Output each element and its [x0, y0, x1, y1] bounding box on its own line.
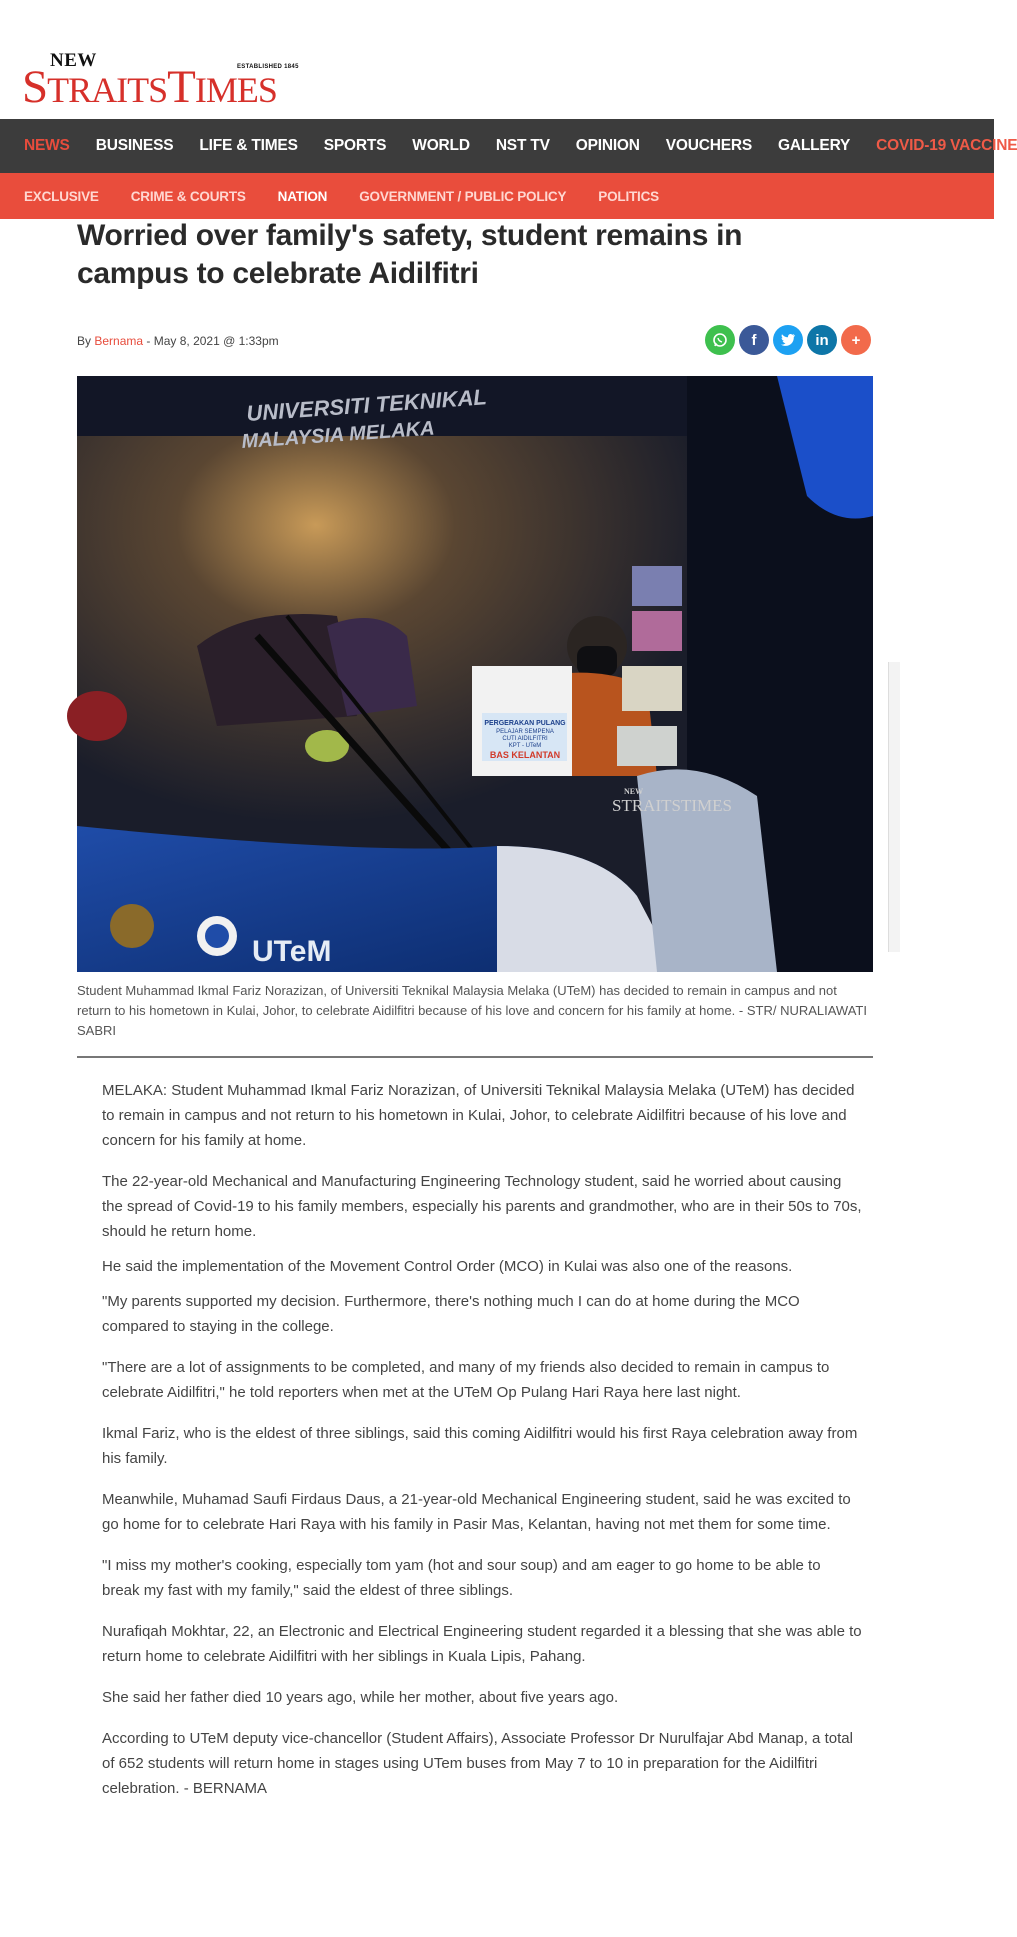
banner-line-2: MALAYSIA MELAKA: [240, 417, 436, 453]
subnav-item-crime-courts[interactable]: CRIME & COURTS: [130, 188, 246, 204]
side-strip: [888, 662, 900, 952]
nav-item-life-times[interactable]: LIFE & TIMES: [199, 137, 298, 154]
nav-item-sports[interactable]: SPORTS: [323, 137, 387, 154]
subnav-item-nation[interactable]: NATION: [277, 188, 328, 204]
twitter-icon[interactable]: [773, 325, 803, 355]
paragraph: He said the implementation of the Movement Control Order (MCO) in Kulai was also one of the reasons.: [102, 1258, 793, 1275]
paragraph: "I miss my mother's cooking, especially tom yam (hot and sour soup) and am eager to go home to be able to break my fast with my family," said the eldest of three siblings.: [102, 1557, 821, 1599]
subnav-item-politics[interactable]: POLITICS: [598, 188, 659, 204]
secondary-nav: [0, 173, 994, 219]
watermark-main: STRAITSTIMES: [612, 796, 732, 815]
nav-item-world[interactable]: WORLD: [412, 137, 470, 154]
byline: [77, 334, 279, 348]
paragraph: MELAKA: Student Muhammad Ikmal Fariz Norazizan, of Universiti Teknikal Malaysia Melaka (UTeM) has decided to remain in campus and not return to his hometown in Kulai, Johor, to celebrate Aidilfitri because of his love and concern for his family at home.: [102, 1082, 855, 1149]
paragraph: Nurafiqah Mokhtar, 22, an Electronic and Electrical Engineering student regarded it a blessing that she was able to return home to celebrate Aidilfitri with her siblings in Kuala Lipis, Pahang.: [102, 1623, 862, 1665]
article-title: Worried over family's safety, student remains in campus to celebrate Aidilfitri: [77, 219, 743, 290]
sign-line-3: CUTI AIDILFITRI: [502, 736, 548, 742]
logo-wordmark: STRAITSTIMES: [22, 61, 277, 113]
paragraph: Meanwhile, Muhamad Saufi Firdaus Daus, a 21-year-old Mechanical Engineering student, said he was excited to go home for to celebrate Hari Raya with his family in Pasir Mas, Kelantan, having not met them for some time.: [102, 1491, 851, 1533]
primary-nav: [0, 119, 1017, 173]
article-body: [102, 1078, 862, 1817]
bus-logo-text: UTeM: [252, 935, 332, 968]
caption-divider: [77, 1056, 873, 1058]
nav-item-nst-tv[interactable]: NST TV: [495, 137, 550, 154]
paragraph: "There are a lot of assignments to be completed, and many of my friends also decided to remain in campus to celebrate Aidilfitri," he told reporters when met at the UTeM Op Pulang Hari Raya here last night.: [102, 1359, 830, 1401]
paragraph: Ikmal Fariz, who is the eldest of three siblings, said this coming Aidilfitri would his first Raya celebration away from his family.: [102, 1425, 858, 1467]
nav-item-opinion[interactable]: OPINION: [575, 137, 640, 154]
sign-line-5: BAS KELANTAN: [489, 750, 561, 760]
facebook-icon[interactable]: f: [739, 325, 769, 355]
site-logo[interactable]: [22, 50, 342, 113]
sign-line-1: PERGERAKAN PULANG: [484, 720, 566, 727]
nav-item-gallery[interactable]: GALLERY: [778, 137, 851, 154]
nav-item-vouchers[interactable]: VOUCHERS: [665, 137, 753, 154]
watermark-new: NEW: [624, 787, 644, 796]
title-area: [0, 219, 994, 319]
author-link[interactable]: Bernama: [94, 334, 144, 348]
nav-item-business[interactable]: BUSINESS: [95, 137, 174, 154]
subnav-item-government[interactable]: GOVERNMENT / PUBLIC POLICY: [359, 188, 567, 204]
publish-date: - May 8, 2021 @ 1:33pm: [143, 334, 279, 348]
sign-line-2: PELAJAR SEMPENA: [496, 729, 554, 735]
subnav-item-exclusive[interactable]: EXCLUSIVE: [24, 188, 99, 204]
share-bar: [705, 325, 875, 355]
photo-caption: Student Muhammad Ikmal Fariz Norazizan, of Universiti Teknikal Malaysia Melaka (UTeM) has decided to remain in campus and not return to his hometown in Kulai, Johor, to celebrate Aidilfitri because of his love and concern for his family at home. - STR/ NURALIAWATI SABRI: [77, 983, 867, 1038]
paragraph: She said her father died 10 years ago, while her mother, about five years ago.: [102, 1689, 619, 1706]
nav-item-news[interactable]: NEWS: [24, 137, 70, 154]
plus-icon[interactable]: +: [841, 325, 871, 355]
logo-new: NEW: [50, 50, 97, 71]
paragraph: According to UTeM deputy vice-chancellor (Student Affairs), Associate Professor Dr Nurulfajar Abd Manap, a total of 652 students will return home in stages using UTem buses from May 7 to 10 in preparation for the Aidilfitri celebration. - BERNAMA: [102, 1730, 853, 1797]
banner-line-1: UNIVERSITI TEKNIKAL: [245, 384, 488, 426]
paragraph: "My parents supported my decision. Furthermore, there's nothing much I can do at home during the MCO compared to staying in the college.: [102, 1293, 800, 1335]
logo-established: ESTABLISHED 1845: [237, 64, 299, 70]
linkedin-icon[interactable]: in: [807, 325, 837, 355]
article-photo: [77, 376, 873, 972]
paragraph: The 22-year-old Mechanical and Manufacturing Engineering Technology student, said he worried about causing the spread of Covid-19 to his family members, especially his parents and grandmother, who are in their 50s to 70s, should he return home.: [102, 1173, 862, 1240]
byline-by: By: [77, 334, 92, 348]
whatsapp-icon[interactable]: [705, 325, 735, 355]
sign-line-4: KPT - UTeM: [508, 743, 542, 749]
nav-item-covid-vaccine[interactable]: COVID-19 VACCINE: [876, 137, 1017, 154]
